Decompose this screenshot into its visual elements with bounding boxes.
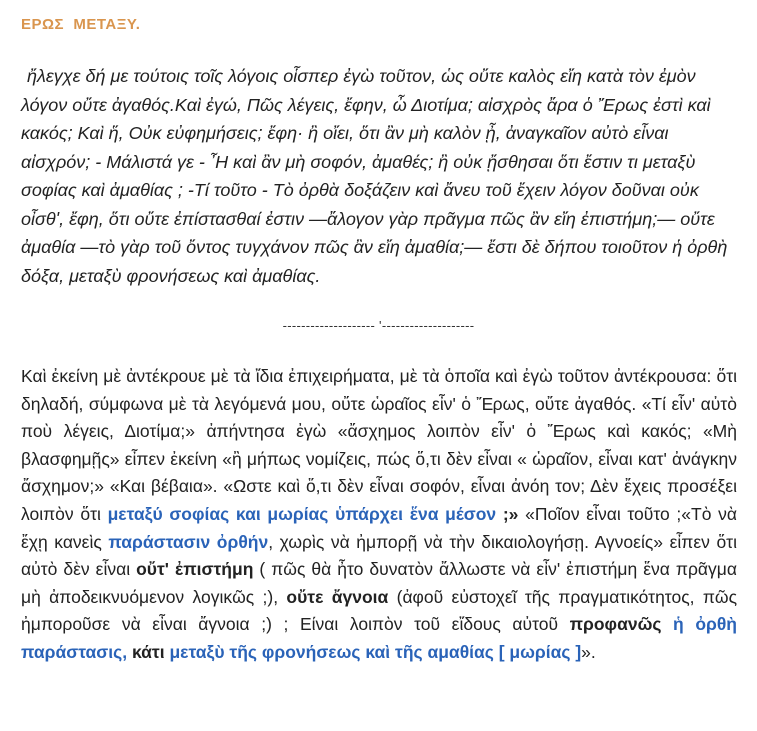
highlight-phrase: ἡ ὀρθὴ παράστασις, — [21, 614, 737, 662]
section-divider: -------------------- '-------------------- — [282, 318, 475, 333]
section-title: ΕΡΩΣ ΜΕΤΑΞΥ. — [21, 16, 141, 33]
translation-text: (ἀφοῦ εὐστοχεῖ τῆς πραγματικότητος, πῶς ἠμποροῦσε νὰ εἶναι ἄγνοια ;) ; Είναι λοιπὸν τοῦ εἴδους αὐτοῦ — [21, 586, 738, 635]
highlight-phrase: παράστασιν ὀρθήν — [108, 531, 269, 552]
highlight-phrase: ;» — [502, 503, 519, 524]
translation-text — [661, 614, 673, 634]
translation-text: «Ποῖον εἶναι τοῦτο ;«Τὸ νὰ ἔχῃ κανεὶς — [21, 503, 737, 552]
ancient-greek-quote: ἤλεγχε δή με τούτοις τοῖς λόγοις οἷσπερ ἐγὼ τοῦτον, ὡς οὔτε καλὸς εἴη κατὰ τὸν ἐμὸν λόγον οὔτε ἀγαθός.Καὶ ἐγώ, Πῶς λέγεις, ἔφην, ὦ Διοτίμα; αἰσχρὸς ἄρα ὁ Ἔρως ἐστὶ καὶ κακός; Καὶ ἥ, Οὐκ εὐφημήσεις; ἔφη· ἢ οἴει, ὅτι ἂν μὴ καλὸν ᾖ, ἀναγκαῖον αὐτὸ εἶναι αἰσχρόν; - Μάλιστά γε - Ἦ καὶ ἂν μὴ σοφόν, ἀμαθές; ἢ οὐκ ᾔσθησαι ὅτι ἔστιν τι μεταξὺ σοφίας καὶ ἀμαθίας ; -Τί τοῦτο - Τὸ ὀρθὰ δοξάζειν καὶ ἄνευ τοῦ ἔχειν λόγον δοῦναι οὐκ οἶσθ', ἔφη, ὅτι οὔτε ἐπίστασθαί ἐστιν —ἄλογον γὰρ πρᾶγμα πῶς ἂν εἴη ἐπιστήμη;— οὔτε ἀμαθία —τὸ γὰρ τοῦ ὄντος τυγχάνον πῶς ἂν εἴη ἀμαθία;— ἔστι δὲ δήπου τοιοῦτον ἡ ὀρθὴ δόξα, μεταξὺ φρονήσεως καὶ ἀμαθίας. — [21, 66, 728, 286]
highlight-phrase: κάτι — [131, 641, 165, 662]
highlight-phrase: οὔτ' ἐπιστήμη — [136, 559, 254, 580]
translation-text: , χωρὶς νὰ ἠμπορῇ νὰ τὴν δικαιολογήσῃ. Αγνοείς» εἶπεν ὅτι αὐτὸ δὲν εἶναι — [21, 531, 737, 580]
translation-text — [496, 504, 503, 524]
modern-greek-translation — [21, 363, 737, 667]
highlight-phrase: οὔτε ἄγνοια — [286, 586, 389, 607]
highlight-phrase: μεταξὺ τῆς φρονήσεως καὶ τῆς αμαθίας [ μωρίας ] — [169, 641, 582, 662]
translation-text: ( πῶς θὰ ἦτο δυνατὸν ἄλλωστε νὰ εἶν' ἐπιστήμη ἕνα πρᾶγμα μὴ ἀποδεικνυόμενον λογικῶς ;), — [21, 559, 737, 607]
translation-text: Καὶ ἐκείνη μὲ ἀντέκρουε μὲ τὰ ἴδια ἐπιχειρήματα, μὲ τὰ ὁποῖα καὶ ἐγὼ τοῦτον ἀντέκρουσα: ὅτι δηλαδή, σύμφωνα μὲ τὰ λεγόμενά μου, οὔτε ὡραῖος εἶν' ὁ Ἔρως, οὔτε ἀγαθός. «Τί εἶν' αὐτὸ ποὺ λέγεις, Διοτίμα;» ἀπήντησα ἐγὼ «ἄσχημος λοιπὸν εἶν' ὁ Ἔρως καὶ κακός; «Μὴ βλασφημῇς» εἶπεν ἐκείνη «ἢ μήπως νομίζεις, πώς ὅ,τι δὲν εἶναι « ὡραῖον, εἶναι κατ' ἀνάγκην ἄσχημον;» «Και βέβαια». «Ωστε καὶ ὅ,τι δὲν εἶναι σοφόν, εἶναι ἀνόη τον; Δὲν ἔχεις προσέξει λοιπὸν ὅτι — [21, 366, 737, 524]
highlight-phrase: μεταξύ σοφίας και μωρίας ὑπάρχει ἕνα μέσον — [107, 503, 497, 524]
translation-text: ». — [581, 641, 596, 662]
highlight-phrase: προφανῶς — [569, 614, 662, 635]
